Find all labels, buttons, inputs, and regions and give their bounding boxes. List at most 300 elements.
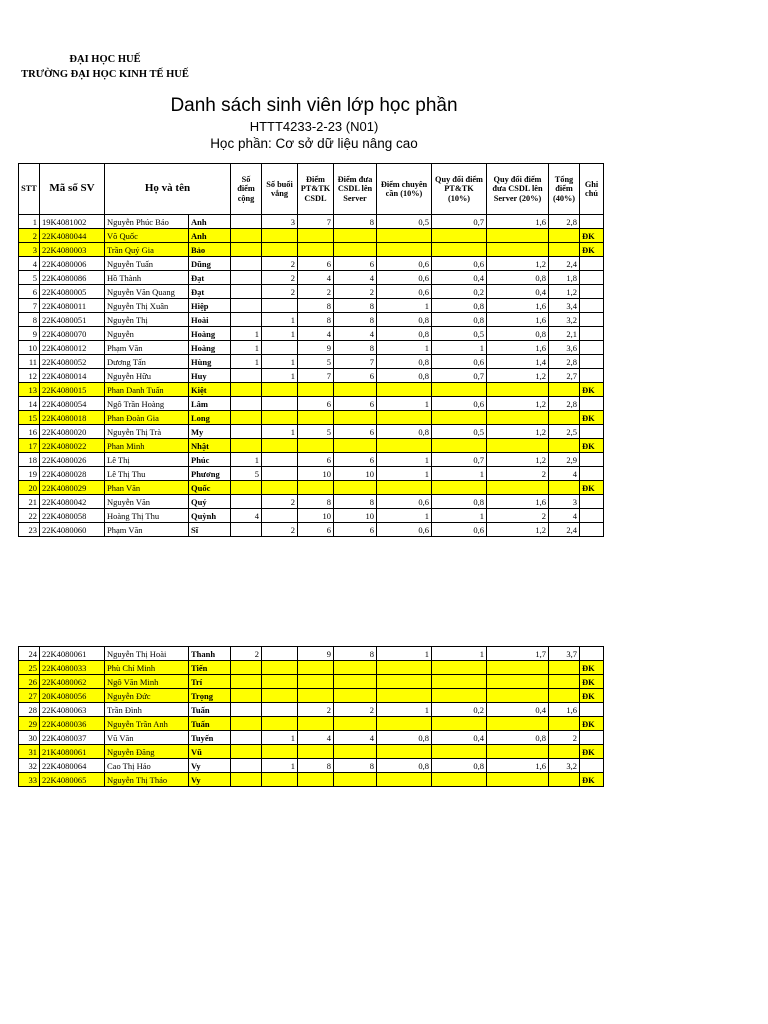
cell-diem-server: 8 <box>334 759 377 773</box>
cell-diem-server: 10 <box>334 467 377 481</box>
cell-chuyencan: 0,8 <box>377 731 432 745</box>
cell-sodiemcong <box>231 313 262 327</box>
table-row <box>19 647 604 661</box>
cell-sobuoivang: 1 <box>262 355 298 369</box>
table-row <box>19 411 604 425</box>
cell-ho: Phan Đoàn Gia <box>105 411 189 425</box>
cell-tongdiem: 3,6 <box>549 341 580 355</box>
cell-diem-pttk <box>298 481 334 495</box>
cell-ten: Thanh <box>189 647 231 661</box>
table-row <box>19 327 604 341</box>
cell-sodiemcong <box>231 731 262 745</box>
cell-ho: Nguyễn Phúc Bảo <box>105 215 189 229</box>
cell-quydoi-server <box>487 661 549 675</box>
cell-tongdiem <box>549 689 580 703</box>
cell-ho: Trần Quý Gia <box>105 243 189 257</box>
cell-diem-server: 4 <box>334 327 377 341</box>
cell-quydoi-server <box>487 745 549 759</box>
cell-sodiemcong <box>231 439 262 453</box>
cell-stt: 13 <box>19 383 40 397</box>
cell-diem-server: 4 <box>334 731 377 745</box>
cell-ghichu <box>580 647 604 661</box>
cell-tongdiem: 2,4 <box>549 257 580 271</box>
cell-quydoi-server: 1,4 <box>487 355 549 369</box>
cell-diem-server <box>334 229 377 243</box>
cell-chuyencan: 0,6 <box>377 257 432 271</box>
table-row <box>19 495 604 509</box>
cell-tongdiem <box>549 411 580 425</box>
table-row <box>19 341 604 355</box>
cell-masv: 22K4080062 <box>40 675 105 689</box>
cell-tongdiem: 4 <box>549 467 580 481</box>
university-name: ĐẠI HỌC HUẾ <box>69 54 141 65</box>
cell-quydoi-pttk <box>432 675 487 689</box>
cell-masv: 22K4080052 <box>40 355 105 369</box>
cell-quydoi-server: 1,2 <box>487 425 549 439</box>
cell-tongdiem: 2,1 <box>549 327 580 341</box>
cell-masv: 22K4080044 <box>40 229 105 243</box>
cell-quydoi-server <box>487 481 549 495</box>
cell-diem-server <box>334 745 377 759</box>
cell-ho: Hoàng Thị Thu <box>105 509 189 523</box>
cell-chuyencan: 0,6 <box>377 495 432 509</box>
table-header-row <box>19 164 604 215</box>
table-row <box>19 215 604 229</box>
col-stt: STT <box>19 164 40 215</box>
cell-sobuoivang: 1 <box>262 425 298 439</box>
cell-diem-pttk: 6 <box>298 453 334 467</box>
col-quydoi-server: Quy đổi điểm đưa CSDL lên Server (20%) <box>487 164 549 215</box>
cell-ho: Phan Văn <box>105 481 189 495</box>
cell-ho: Nguyễn Tuấn <box>105 257 189 271</box>
cell-sobuoivang <box>262 661 298 675</box>
cell-diem-pttk <box>298 717 334 731</box>
cell-ten: Tuấn <box>189 717 231 731</box>
cell-ho: Phan Danh Tuấn <box>105 383 189 397</box>
cell-stt: 25 <box>19 661 40 675</box>
cell-quydoi-server: 1,7 <box>487 647 549 661</box>
cell-tongdiem <box>549 773 580 787</box>
cell-ghichu <box>580 703 604 717</box>
cell-ten: Anh <box>189 229 231 243</box>
cell-masv: 20K4080056 <box>40 689 105 703</box>
table-row <box>19 703 604 717</box>
cell-sobuoivang <box>262 745 298 759</box>
table-row <box>19 285 604 299</box>
cell-quydoi-pttk <box>432 689 487 703</box>
cell-chuyencan <box>377 439 432 453</box>
cell-ten: Tuyến <box>189 731 231 745</box>
cell-quydoi-server: 0,8 <box>487 731 549 745</box>
cell-masv: 22K4080020 <box>40 425 105 439</box>
cell-sobuoivang <box>262 509 298 523</box>
cell-masv: 22K4080037 <box>40 731 105 745</box>
cell-stt: 3 <box>19 243 40 257</box>
cell-tongdiem <box>549 717 580 731</box>
cell-masv: 22K4080029 <box>40 481 105 495</box>
cell-quydoi-pttk: 1 <box>432 341 487 355</box>
cell-diem-pttk: 4 <box>298 327 334 341</box>
cell-stt: 29 <box>19 717 40 731</box>
cell-ho: Ngô Trần Hoàng <box>105 397 189 411</box>
cell-diem-server: 6 <box>334 397 377 411</box>
cell-quydoi-pttk: 0,7 <box>432 215 487 229</box>
cell-ho: Nguyễn Đăng <box>105 745 189 759</box>
cell-masv: 19K4081002 <box>40 215 105 229</box>
cell-ten: Hiệp <box>189 299 231 313</box>
cell-quydoi-pttk: 0,8 <box>432 299 487 313</box>
table-row <box>19 243 604 257</box>
cell-stt: 21 <box>19 495 40 509</box>
cell-ten: Phương <box>189 467 231 481</box>
cell-sobuoivang <box>262 243 298 257</box>
cell-ho: Phù Chí Minh <box>105 661 189 675</box>
cell-quydoi-pttk: 1 <box>432 509 487 523</box>
cell-masv: 22K4080012 <box>40 341 105 355</box>
cell-ten: Tuấn <box>189 703 231 717</box>
cell-quydoi-server: 1,2 <box>487 369 549 383</box>
cell-quydoi-pttk: 0,2 <box>432 703 487 717</box>
cell-diem-pttk <box>298 773 334 787</box>
cell-ho: Võ Quốc <box>105 229 189 243</box>
col-sobuoivang: Số buổi vắng <box>262 164 298 215</box>
cell-masv: 22K4080051 <box>40 313 105 327</box>
cell-tongdiem: 3,7 <box>549 647 580 661</box>
cell-quydoi-server: 1,6 <box>487 313 549 327</box>
cell-stt: 8 <box>19 313 40 327</box>
cell-tongdiem: 2,8 <box>549 215 580 229</box>
col-masv: Mã số SV <box>40 164 105 215</box>
cell-diem-server: 8 <box>334 341 377 355</box>
cell-masv: 22K4080042 <box>40 495 105 509</box>
cell-sodiemcong <box>231 271 262 285</box>
cell-ghichu: ĐK <box>580 745 604 759</box>
cell-masv: 21K4080061 <box>40 745 105 759</box>
cell-chuyencan: 1 <box>377 647 432 661</box>
cell-diem-server <box>334 439 377 453</box>
cell-ten: Hoài <box>189 313 231 327</box>
cell-masv: 22K4080026 <box>40 453 105 467</box>
cell-chuyencan <box>377 243 432 257</box>
cell-ghichu <box>580 523 604 537</box>
cell-stt: 1 <box>19 215 40 229</box>
cell-sobuoivang <box>262 689 298 703</box>
cell-stt: 27 <box>19 689 40 703</box>
cell-ho: Cao Thị Hảo <box>105 759 189 773</box>
cell-quydoi-pttk: 0,8 <box>432 759 487 773</box>
cell-chuyencan <box>377 773 432 787</box>
cell-ghichu <box>580 285 604 299</box>
cell-ho: Nguyễn Thị <box>105 313 189 327</box>
cell-sodiemcong <box>231 703 262 717</box>
cell-sobuoivang <box>262 341 298 355</box>
cell-ghichu: ĐK <box>580 383 604 397</box>
cell-masv: 22K4080011 <box>40 299 105 313</box>
cell-sodiemcong <box>231 299 262 313</box>
cell-diem-server: 6 <box>334 369 377 383</box>
cell-sobuoivang <box>262 703 298 717</box>
cell-tongdiem <box>549 383 580 397</box>
cell-masv: 22K4080005 <box>40 285 105 299</box>
cell-sodiemcong <box>231 745 262 759</box>
cell-chuyencan: 1 <box>377 467 432 481</box>
cell-tongdiem <box>549 243 580 257</box>
cell-quydoi-server: 1,2 <box>487 523 549 537</box>
cell-ten: Hoàng <box>189 341 231 355</box>
cell-masv: 22K4080065 <box>40 773 105 787</box>
table-row <box>19 523 604 537</box>
cell-tongdiem: 2,8 <box>549 355 580 369</box>
cell-tongdiem: 1,8 <box>549 271 580 285</box>
cell-sodiemcong <box>231 523 262 537</box>
table-row <box>19 271 604 285</box>
cell-sobuoivang: 2 <box>262 271 298 285</box>
table-row <box>19 675 604 689</box>
cell-quydoi-server <box>487 383 549 397</box>
table-row <box>19 745 604 759</box>
cell-masv: 22K4080086 <box>40 271 105 285</box>
cell-diem-server: 6 <box>334 523 377 537</box>
cell-sobuoivang <box>262 481 298 495</box>
cell-masv: 22K4080022 <box>40 439 105 453</box>
cell-masv: 22K4080061 <box>40 647 105 661</box>
cell-ho: Vũ Văn <box>105 731 189 745</box>
table-row <box>19 425 604 439</box>
cell-diem-server: 8 <box>334 647 377 661</box>
cell-diem-pttk: 5 <box>298 355 334 369</box>
cell-ho: Lê Thị <box>105 453 189 467</box>
cell-masv: 22K4080070 <box>40 327 105 341</box>
cell-sobuoivang <box>262 453 298 467</box>
cell-sodiemcong: 1 <box>231 341 262 355</box>
school-name: TRƯỜNG ĐẠI HỌC KINH TẾ HUẾ <box>21 69 189 80</box>
cell-diem-server: 10 <box>334 509 377 523</box>
cell-chuyencan <box>377 689 432 703</box>
cell-tongdiem: 2,9 <box>549 453 580 467</box>
cell-quydoi-server <box>487 229 549 243</box>
cell-diem-pttk <box>298 675 334 689</box>
cell-ghichu <box>580 355 604 369</box>
cell-ten: Nhật <box>189 439 231 453</box>
table-row <box>19 731 604 745</box>
cell-chuyencan <box>377 675 432 689</box>
cell-ten: Tiến <box>189 661 231 675</box>
table-row <box>19 383 604 397</box>
cell-ten: Anh <box>189 215 231 229</box>
cell-chuyencan: 0,8 <box>377 313 432 327</box>
cell-ho: Nguyễn Hữu <box>105 369 189 383</box>
cell-ghichu <box>580 495 604 509</box>
cell-sodiemcong <box>231 717 262 731</box>
student-table <box>18 163 604 537</box>
cell-quydoi-pttk <box>432 243 487 257</box>
cell-stt: 15 <box>19 411 40 425</box>
col-tongdiem: Tổng điểm (40%) <box>549 164 580 215</box>
cell-sobuoivang <box>262 383 298 397</box>
cell-quydoi-pttk <box>432 229 487 243</box>
cell-sodiemcong: 1 <box>231 453 262 467</box>
cell-sobuoivang: 1 <box>262 759 298 773</box>
cell-diem-pttk: 10 <box>298 509 334 523</box>
cell-ten: Vy <box>189 759 231 773</box>
cell-sobuoivang <box>262 411 298 425</box>
cell-tongdiem: 3 <box>549 495 580 509</box>
cell-sobuoivang <box>262 229 298 243</box>
cell-quydoi-pttk: 0,4 <box>432 731 487 745</box>
cell-quydoi-server: 0,8 <box>487 271 549 285</box>
cell-tongdiem: 3,2 <box>549 313 580 327</box>
cell-quydoi-pttk: 0,7 <box>432 453 487 467</box>
cell-diem-pttk: 4 <box>298 271 334 285</box>
cell-diem-server: 8 <box>334 495 377 509</box>
cell-diem-pttk: 2 <box>298 703 334 717</box>
cell-quydoi-pttk <box>432 481 487 495</box>
table-row <box>19 759 604 773</box>
cell-diem-server <box>334 411 377 425</box>
cell-quydoi-pttk: 0,5 <box>432 327 487 341</box>
cell-stt: 28 <box>19 703 40 717</box>
cell-tongdiem <box>549 481 580 495</box>
cell-sobuoivang <box>262 299 298 313</box>
cell-stt: 32 <box>19 759 40 773</box>
cell-stt: 24 <box>19 647 40 661</box>
cell-quydoi-server: 1,6 <box>487 215 549 229</box>
cell-ghichu: ĐK <box>580 439 604 453</box>
page-title: Danh sách sinh viên lớp học phần <box>170 95 458 116</box>
cell-ten: Đạt <box>189 285 231 299</box>
cell-ghichu <box>580 731 604 745</box>
cell-sodiemcong: 1 <box>231 355 262 369</box>
cell-sodiemcong <box>231 257 262 271</box>
cell-quydoi-pttk: 0,7 <box>432 369 487 383</box>
cell-sodiemcong <box>231 243 262 257</box>
cell-ghichu <box>580 271 604 285</box>
cell-stt: 5 <box>19 271 40 285</box>
cell-diem-pttk: 9 <box>298 341 334 355</box>
cell-tongdiem: 2,5 <box>549 425 580 439</box>
cell-diem-pttk: 8 <box>298 495 334 509</box>
cell-ho: Nguyễn Thị Trà <box>105 425 189 439</box>
cell-diem-pttk <box>298 661 334 675</box>
cell-quydoi-pttk: 1 <box>432 467 487 481</box>
cell-chuyencan <box>377 411 432 425</box>
cell-diem-pttk <box>298 689 334 703</box>
cell-sobuoivang: 1 <box>262 327 298 341</box>
cell-stt: 14 <box>19 397 40 411</box>
cell-tongdiem: 2,7 <box>549 369 580 383</box>
cell-chuyencan: 0,8 <box>377 355 432 369</box>
cell-quydoi-server: 0,4 <box>487 703 549 717</box>
cell-sodiemcong <box>231 383 262 397</box>
cell-stt: 17 <box>19 439 40 453</box>
cell-ten: Hoàng <box>189 327 231 341</box>
cell-ghichu: ĐK <box>580 411 604 425</box>
cell-stt: 12 <box>19 369 40 383</box>
cell-sodiemcong <box>231 661 262 675</box>
cell-sodiemcong <box>231 229 262 243</box>
cell-diem-pttk: 6 <box>298 257 334 271</box>
cell-chuyencan: 1 <box>377 509 432 523</box>
cell-chuyencan <box>377 661 432 675</box>
cell-ghichu <box>580 397 604 411</box>
cell-diem-pttk: 7 <box>298 369 334 383</box>
cell-quydoi-pttk: 0,4 <box>432 271 487 285</box>
cell-ten: Dũng <box>189 257 231 271</box>
table-row <box>19 257 604 271</box>
cell-ghichu <box>580 453 604 467</box>
table-row <box>19 453 604 467</box>
cell-ghichu <box>580 299 604 313</box>
cell-quydoi-pttk: 1 <box>432 647 487 661</box>
cell-ghichu <box>580 313 604 327</box>
cell-stt: 4 <box>19 257 40 271</box>
cell-quydoi-pttk: 0,6 <box>432 355 487 369</box>
cell-stt: 23 <box>19 523 40 537</box>
cell-sodiemcong: 5 <box>231 467 262 481</box>
cell-tongdiem <box>549 745 580 759</box>
cell-ho: Phạm Văn <box>105 523 189 537</box>
cell-masv: 22K4080063 <box>40 703 105 717</box>
cell-quydoi-pttk: 0,6 <box>432 257 487 271</box>
cell-ten: Long <box>189 411 231 425</box>
cell-ten: Quỳnh <box>189 509 231 523</box>
cell-chuyencan: 0,8 <box>377 327 432 341</box>
cell-quydoi-server: 0,8 <box>487 327 549 341</box>
cell-ho: Nguyễn Thị Thảo <box>105 773 189 787</box>
cell-ghichu: ĐK <box>580 661 604 675</box>
cell-masv: 22K4080033 <box>40 661 105 675</box>
cell-sobuoivang <box>262 675 298 689</box>
cell-ho: Nguyễn <box>105 327 189 341</box>
cell-quydoi-pttk: 0,6 <box>432 397 487 411</box>
cell-diem-server <box>334 481 377 495</box>
cell-chuyencan <box>377 481 432 495</box>
cell-chuyencan: 0,8 <box>377 369 432 383</box>
cell-stt: 31 <box>19 745 40 759</box>
cell-stt: 16 <box>19 425 40 439</box>
student-table-continued <box>18 646 604 787</box>
col-diem-server: Điểm đưa CSDL lên Server <box>334 164 377 215</box>
class-code: HTTT4233-2-23 (N01) <box>249 119 379 134</box>
cell-diem-pttk <box>298 439 334 453</box>
cell-ho: Nguyễn Thị Xuân <box>105 299 189 313</box>
cell-ten: Trí <box>189 675 231 689</box>
col-sodiemcong: Số điểm cộng <box>231 164 262 215</box>
cell-ho: Phan Minh <box>105 439 189 453</box>
cell-sobuoivang <box>262 647 298 661</box>
cell-diem-server <box>334 675 377 689</box>
cell-quydoi-pttk <box>432 661 487 675</box>
col-diem-pttk: Điểm PT&TK CSDL <box>298 164 334 215</box>
cell-chuyencan: 0,5 <box>377 215 432 229</box>
cell-sodiemcong <box>231 215 262 229</box>
cell-tongdiem <box>549 675 580 689</box>
cell-ho: Nguyễn Văn <box>105 495 189 509</box>
cell-diem-pttk: 9 <box>298 647 334 661</box>
cell-chuyencan: 1 <box>377 397 432 411</box>
cell-sobuoivang <box>262 439 298 453</box>
cell-ten: Bảo <box>189 243 231 257</box>
cell-diem-pttk <box>298 383 334 397</box>
cell-quydoi-server: 1,6 <box>487 341 549 355</box>
cell-quydoi-pttk: 0,6 <box>432 523 487 537</box>
cell-masv: 22K4080054 <box>40 397 105 411</box>
cell-sodiemcong <box>231 675 262 689</box>
cell-chuyencan: 0,6 <box>377 285 432 299</box>
cell-sodiemcong <box>231 759 262 773</box>
cell-masv: 22K4080028 <box>40 467 105 481</box>
cell-stt: 9 <box>19 327 40 341</box>
